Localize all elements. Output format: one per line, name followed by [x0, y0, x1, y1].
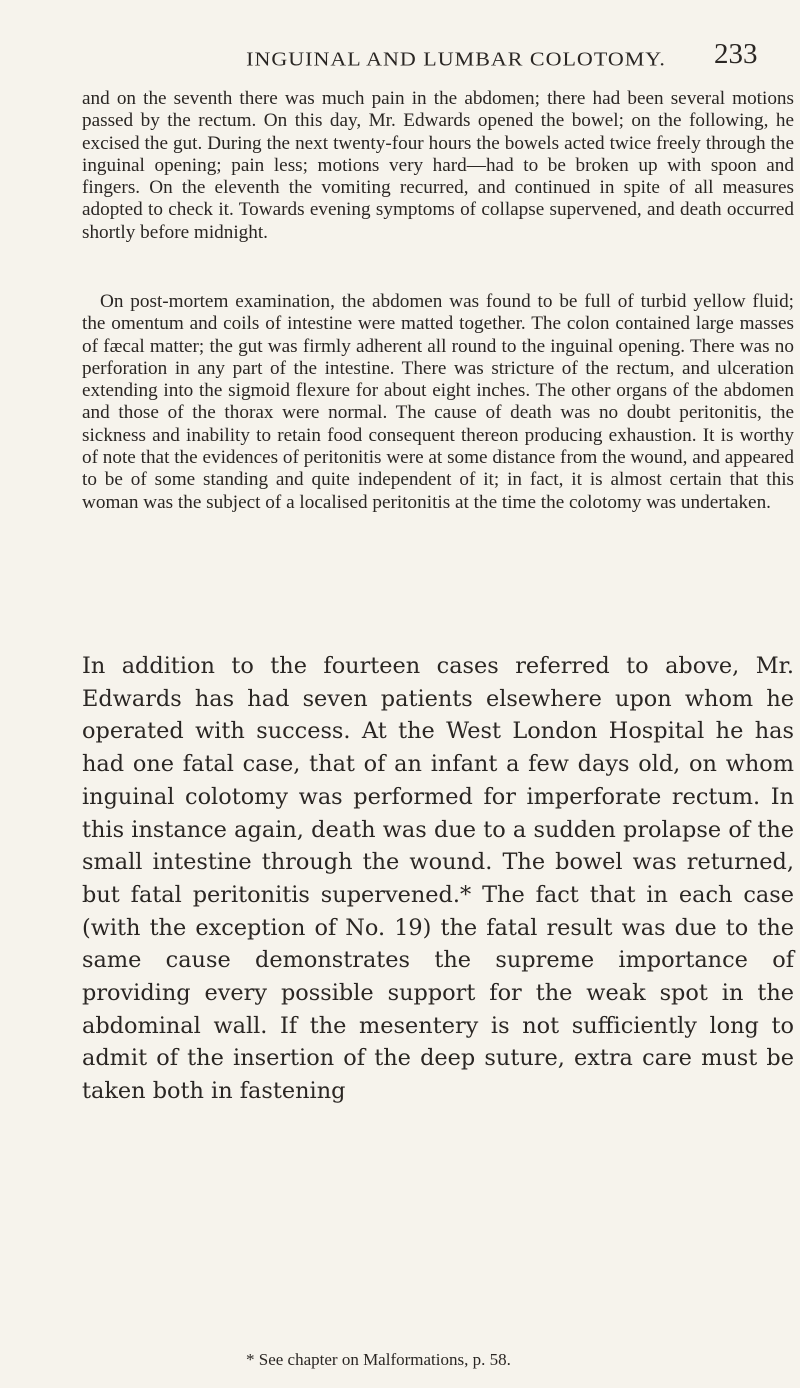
paragraph-additional-cases: In addition to the fourteen cases referred to above, Mr. Edwards has had seven patients elsewhere upon whom he operated with success. At the West London Hospital he has had one fatal case, that of an infant a few days old, on whom inguinal colotomy was performed for imperforate rectum. In this instance again, death was due to a sudden prolapse of the small intestine through the wound. The bowel was returned, but fatal peritonitis supervened.* The fact that in each case (with the exception of No. 19) the fatal result was due to the same cause demonstrates the supreme importance of providing every possible support for the weak spot in the abdominal wall. If the mesentery is not sufficiently long to admit of the insertion of the deep suture, extra care must be taken both in fastening	[82, 653, 794, 1105]
footnote: * See chapter on Malformations, p. 58.	[246, 1350, 511, 1369]
paragraph-post-mortem: On post-mortem examination, the abdomen was found to be full of turbid yellow fluid; the omentum and coils of intestine were matted together. The colon contained large masses of fæcal matter; the gut was firmly adherent all round to the inguinal opening. There was no perforation in any part of the intestine. There was stricture of the rectum, and ulceration extending into the sigmoid flexure for about eight inches. The other organs of the abdomen and those of the thorax were normal. The cause of death was no doubt peritonitis, the sickness and inability to retain food consequent thereon producing exhaustion. It is worthy of note that the evidences of peritonitis were at some distance from the wound, and appeared to be of some standing and quite independent of it; in fact, it is almost certain that this woman was the subject of a localised peritonitis at the time the colotomy was undertaken.	[82, 291, 794, 513]
running-title: INGUINAL AND LUMBAR COLOTOMY.	[246, 47, 666, 70]
paragraph-case-narrative: and on the seventh there was much pain in the abdomen; there had been several motions passed by the rectum. On this day, Mr. Edwards opened the bowel; on the following, he excised the gut. During the next twenty-four hours the bowels acted twice freely through the inguinal opening; pain less; motions very hard—had to be broken up with spoon and fingers. On the eleventh the vomiting recurred, and continued in spite of all measures adopted to check it. Towards evening symptoms of collapse supervened, and death occurred shortly before midnight.	[82, 88, 794, 243]
page-number: 233	[714, 38, 758, 70]
